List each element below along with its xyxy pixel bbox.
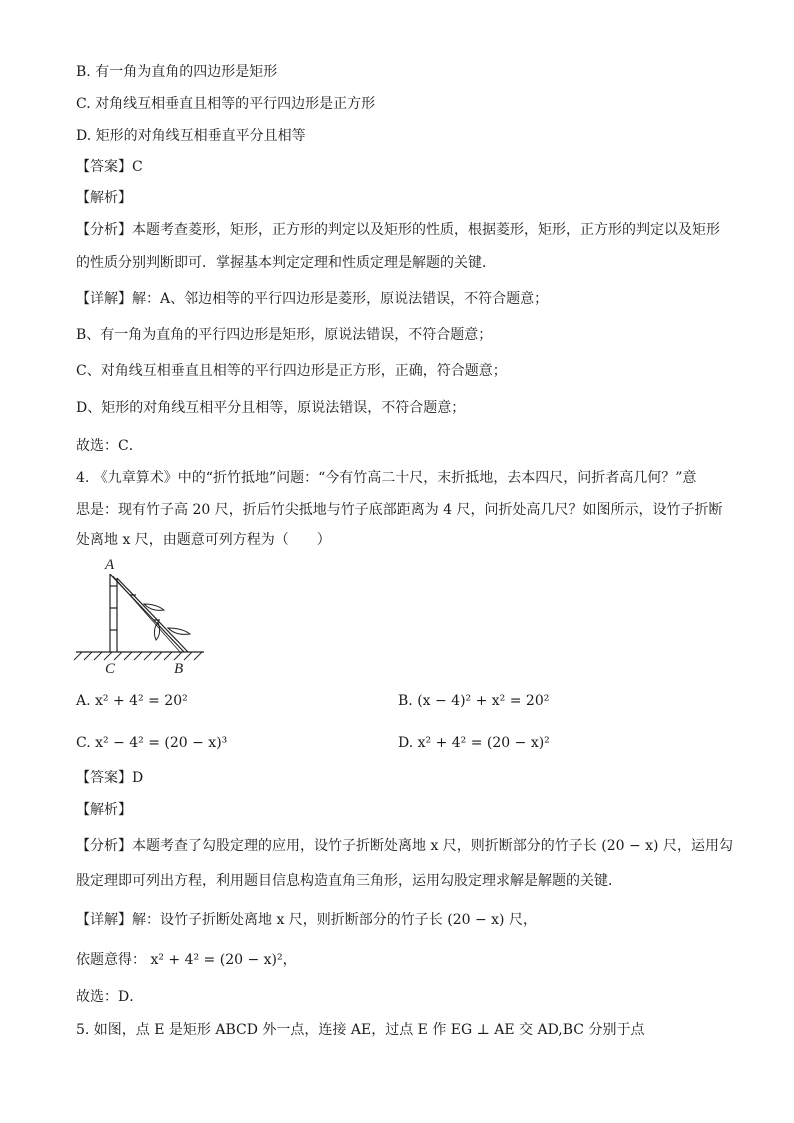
q4-stem-line1: 4. 《九章算术》中的“折竹抵地”问题：“今有竹高二十尺，末折抵地，去本四尺，问折者高几何？”意 xyxy=(76,470,697,486)
q3-option-d: D. 矩形的对角线互相垂直平分且相等 xyxy=(76,128,306,144)
q4-stem-line2: 思是：现有竹子高 20 尺，折后竹尖抵地与竹子底部距离为 4 尺，问折处高几尺？如图所示，设竹子折断 xyxy=(76,502,723,518)
q4-option-c: C. x² − 4² = (20 − x)³ xyxy=(76,735,228,751)
ground-hatching xyxy=(74,652,202,660)
q4-choose: 故选：D． xyxy=(76,989,144,1005)
q4-option-d: D. x² + 4² = (20 − x)² xyxy=(398,735,550,751)
bamboo-diagram xyxy=(72,556,208,680)
label-c: C xyxy=(105,661,116,677)
q4-stem-line3: 处离地 x 尺，由题意可列方程为（ ） xyxy=(76,532,331,548)
q4-analysis-line1: 【分析】本题考查了勾股定理的应用，设竹子折断处离地 x 尺，则折断部分的竹子长 (20 − x) 尺，运用勾 xyxy=(76,838,733,854)
bamboo-trunk xyxy=(110,574,117,652)
label-a: A xyxy=(105,557,115,573)
q4-option-a: A. x² + 4² = 20² xyxy=(76,693,188,709)
q4-answer: 【答案】D xyxy=(76,770,144,786)
q3-detail-line2: B、有一角为直角的平行四边形是矩形，原说法错误，不符合题意； xyxy=(76,327,493,343)
q4-detail-line1: 【详解】解：设竹子折断处离地 x 尺，则折断部分的竹子长 (20 − x) 尺， xyxy=(76,912,537,928)
q3-detail-line3: C、对角线互相垂直且相等的平行四边形是正方形，正确，符合题意； xyxy=(76,363,507,379)
q3-option-b: B. 有一角为直角的四边形是矩形 xyxy=(76,64,278,80)
q3-analysis-heading: 【解析】 xyxy=(76,190,132,206)
q4-detail-line2: 依题意得： x² + 4² = (20 − x)²， xyxy=(76,952,297,968)
label-b: B xyxy=(174,661,184,677)
q3-analysis-line1: 【分析】本题考查菱形，矩形，正方形的判定以及矩形的性质，根据菱形，矩形，正方形的判定以及矩形 xyxy=(76,222,720,238)
q3-analysis-line2: 的性质分别判断即可．掌握基本判定定理和性质定理是解题的关键． xyxy=(76,255,496,271)
q3-answer: 【答案】C xyxy=(76,159,143,175)
q3-detail-line4: D、矩形的对角线互相平分且相等，原说法错误，不符合题意； xyxy=(76,400,466,416)
hypotenuse-line xyxy=(113,576,180,652)
q4-option-b: B. (x − 4)² + x² = 20² xyxy=(398,693,550,709)
q5-stem-line1: 5. 如图，点 E 是矩形 ABCD 外一点，连接 AE，过点 E 作 EG ⊥ AE 交 AD,BC 分别于点 xyxy=(76,1022,645,1038)
q4-analysis-line2: 股定理即可列出方程，利用题目信息构造直角三角形，运用勾股定理求解是解题的关键． xyxy=(76,873,622,889)
q3-detail-line1: 【详解】解：A、邻边相等的平行四边形是菱形，原说法错误，不符合题意； xyxy=(76,291,549,307)
q3-choose: 故选：C． xyxy=(76,438,143,454)
q4-analysis-heading: 【解析】 xyxy=(76,802,132,818)
q3-option-c: C. 对角线互相垂直且相等的平行四边形是正方形 xyxy=(76,96,376,112)
bamboo-figure xyxy=(72,556,208,680)
